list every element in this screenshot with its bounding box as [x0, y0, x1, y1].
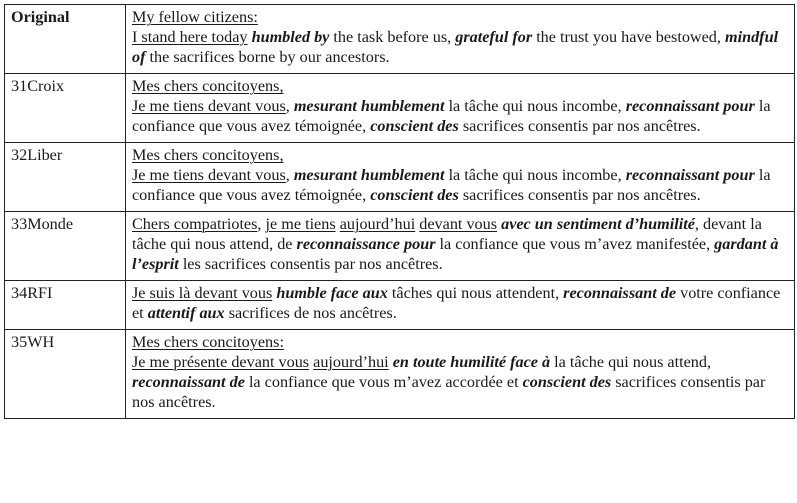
table-row	[5, 5, 795, 74]
emphasis-wrapper	[501, 215, 695, 233]
emphasized-phrase: gardant à l’esprit	[132, 235, 779, 273]
underlined-phrase: aujourd’hui	[313, 353, 389, 371]
text-segment: la tâche qui nous incombe,	[444, 97, 626, 115]
emphasized-phrase: avec un sentiment d’humilité	[501, 215, 695, 233]
table-row	[5, 330, 795, 419]
row-label: Original	[5, 5, 126, 74]
text-segment: votre confiance et	[132, 284, 781, 322]
emphasized-phrase: humbled by	[251, 28, 330, 46]
table-row	[5, 281, 795, 330]
emphasized-phrase: mesurant humblement	[293, 97, 445, 115]
text-segment: la confiance que vous avez témoignée,	[132, 166, 771, 204]
emphasis-wrapper	[148, 304, 225, 322]
text-segment: the sacrifices borne by our ancestors.	[145, 48, 390, 66]
emphasized-phrase: conscient des	[370, 117, 459, 135]
text-segment: tâches qui nous attendent,	[387, 284, 564, 302]
underlined-phrase: Je me tiens devant vous	[132, 166, 286, 184]
row-text	[126, 5, 795, 74]
emphasized-phrase: mindful of	[132, 28, 779, 66]
text-segment: the task before us,	[329, 28, 456, 46]
emphasis-wrapper	[297, 235, 436, 253]
row-label: 31Croix	[5, 74, 126, 143]
translation-comparison-table	[4, 4, 795, 419]
emphasized-phrase: humble face aux	[276, 284, 388, 302]
text-segment: ,	[285, 97, 294, 115]
row-text	[126, 330, 795, 419]
row-text	[126, 74, 795, 143]
emphasis-wrapper	[626, 97, 755, 115]
emphasis-wrapper	[370, 117, 459, 135]
emphasized-phrase: grateful for	[455, 28, 533, 46]
emphasis-wrapper	[455, 28, 532, 46]
emphasized-phrase: conscient des	[522, 373, 612, 391]
emphasis-wrapper	[132, 373, 245, 391]
emphasis-wrapper	[370, 186, 459, 204]
row-text	[126, 212, 795, 281]
row-text	[126, 143, 795, 212]
row-text	[126, 281, 795, 330]
emphasis-wrapper	[563, 284, 676, 302]
emphasis-wrapper	[294, 166, 445, 184]
text-segment: la tâche qui nous incombe,	[444, 166, 626, 184]
text-segment: la confiance que vous m’avez accordée et	[244, 373, 523, 391]
text-segment: la confiance que vous avez témoignée,	[132, 97, 771, 135]
text-segment: sacrifices de nos ancêtres.	[224, 304, 397, 322]
underlined-phrase: I stand here today	[132, 28, 248, 46]
emphasized-phrase: reconnaissant de	[132, 373, 245, 391]
emphasis-wrapper	[523, 373, 612, 391]
text-segment: sacrifices consentis par nos ancêtres.	[132, 373, 766, 411]
text-segment: ,	[285, 166, 294, 184]
underlined-phrase: Mes chers concitoyens,	[132, 146, 284, 164]
text-segment: , devant la tâche qui nous attend, de	[132, 215, 762, 253]
emphasized-phrase: attentif aux	[147, 304, 225, 322]
emphasis-wrapper	[626, 166, 755, 184]
underlined-phrase: Chers compatriotes	[132, 215, 258, 233]
row-label: 33Monde	[5, 212, 126, 281]
text-segment: la confiance que vous m’avez manifestée,	[435, 235, 715, 253]
underlined-phrase: Je suis là devant vous	[132, 284, 273, 302]
underlined-phrase: My fellow citizens:	[132, 8, 258, 26]
emphasis-wrapper	[276, 284, 388, 302]
underlined-phrase: devant vous	[419, 215, 498, 233]
underlined-phrase: je me tiens	[265, 215, 336, 233]
row-label: 35WH	[5, 330, 126, 419]
emphasis-wrapper	[393, 353, 550, 371]
emphasized-phrase: reconnaissant de	[563, 284, 677, 302]
text-segment: the trust you have bestowed,	[532, 28, 725, 46]
text-segment: les sacrifices consentis par nos ancêtres.	[178, 255, 443, 273]
text-segment: sacrifices consentis par nos ancêtres.	[458, 117, 701, 135]
emphasized-phrase: reconnaissant pour	[625, 166, 755, 184]
underlined-phrase: Je me présente devant vous	[132, 353, 310, 371]
table-row	[5, 74, 795, 143]
text-segment: la tâche qui nous attend,	[550, 353, 712, 371]
text-segment: sacrifices consentis par nos ancêtres.	[458, 186, 701, 204]
underlined-phrase: Je me tiens devant vous	[132, 97, 286, 115]
emphasized-phrase: reconnaissant pour	[625, 97, 755, 115]
underlined-phrase: aujourd’hui	[339, 215, 416, 233]
table-body	[5, 5, 795, 419]
emphasized-phrase: conscient des	[370, 186, 459, 204]
emphasis-wrapper	[252, 28, 330, 46]
row-label: 34RFI	[5, 281, 126, 330]
emphasis-wrapper	[294, 97, 445, 115]
underlined-phrase: Mes chers concitoyens,	[132, 77, 284, 95]
table-row	[5, 143, 795, 212]
emphasized-phrase: mesurant humblement	[293, 166, 445, 184]
row-label: 32Liber	[5, 143, 126, 212]
table-row	[5, 212, 795, 281]
emphasized-phrase: en toute humilité face à	[392, 353, 551, 371]
emphasized-phrase: reconnaissance pour	[296, 235, 436, 253]
text-segment: ,	[257, 215, 266, 233]
underlined-phrase: Mes chers concitoyens:	[132, 333, 284, 351]
